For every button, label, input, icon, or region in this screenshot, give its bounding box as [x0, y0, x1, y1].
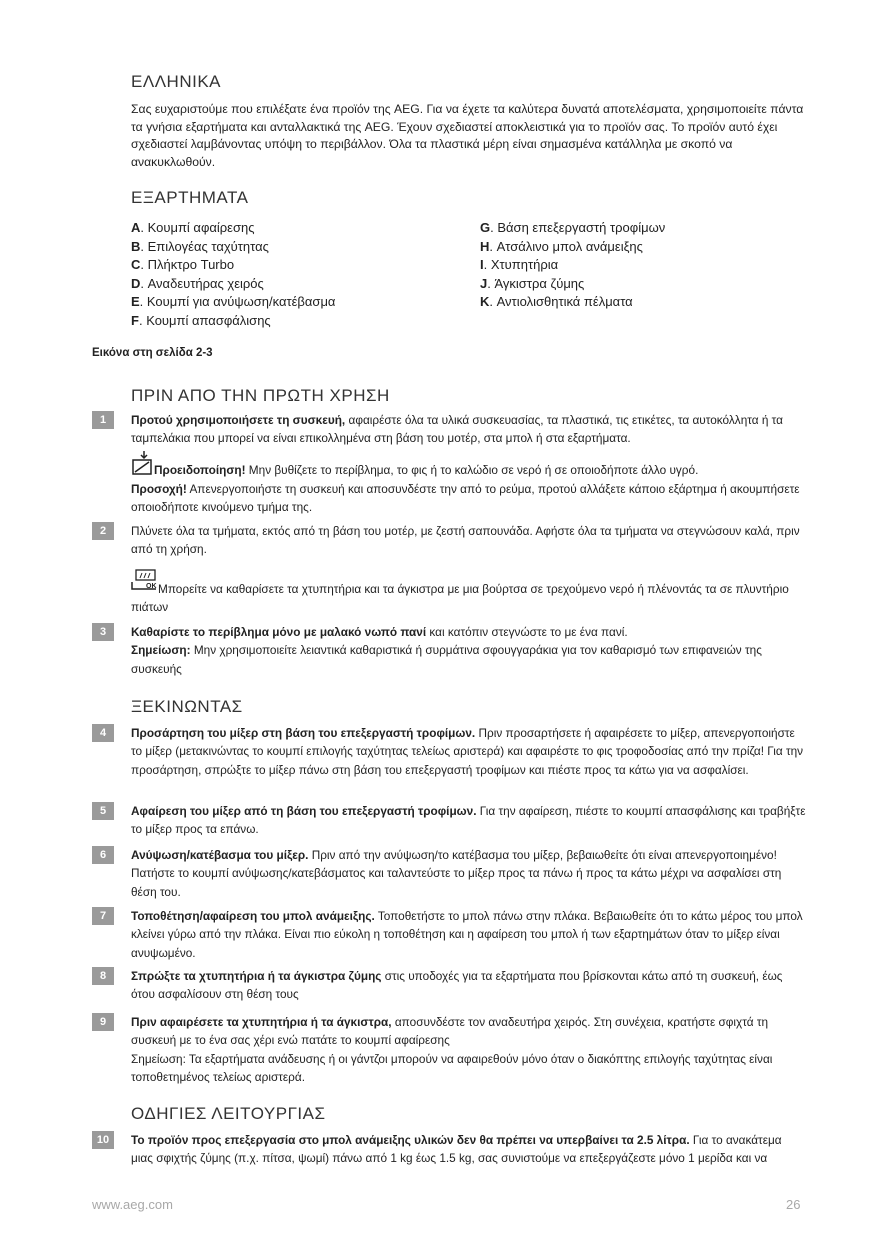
- step-number: 2: [92, 522, 114, 540]
- dishwasher-text: Μπορείτε να καθαρίσετε τα χτυπητήρια και τα άγκιστρα με μια βούρτσα σε τρεχούμενο νερό ή πλένοντάς τα σε πλυντήριο πιάτων: [131, 582, 789, 615]
- list-item: A. Κουμπί αφαίρεσης: [131, 220, 255, 235]
- list-item: C. Πλήκτρο Turbo: [131, 257, 235, 272]
- list-item: H. Ατσάλινο μπολ ανάμειξης: [480, 238, 643, 254]
- step-text: Προτού χρησιμοποιήσετε τη συσκευή, αφαιρέστε όλα τα υλικά συσκευασίας, τα πλαστικά, τις ετικέτες, τα αυτοκόλλητα ή τα ταμπελάκια που μπορεί να είναι επικολλημένα στη βάση του μοτέρ, στα μπολ ή στα εξαρτήματα.: [131, 413, 783, 446]
- caution-text: Προσοχή! Απενεργοποιήστε τη συσκευή και αποσυνδέστε την από το ρεύμα, προτού αλλάξετε κάποιο εξάρτημα ή ακουμπήσετε οποιοδήποτε κινούμενο τμήμα της.: [131, 482, 800, 515]
- step-text: Πριν αφαιρέσετε τα χτυπητήρια ή τα άγκιστρα, αποσυνδέστε τον αναδευτήρα χειρός. Στη συνέχεια, κρατήστε σφιχτά τη συσκευή με το ένα σας χέρι ενώ πατάτε το κουμπί αφαίρεσης Σημείωση: Τα εξαρτήματα ανάδευσης ή οι γάντζοι μπορούν να αφαιρεθούν μόνο όταν ο διακόπτης επιλογής ταχύτητας είναι τοποθετημένος τελείως αριστερά.: [131, 1015, 773, 1084]
- list-item: D. Αναδευτήρας χειρός: [131, 275, 264, 291]
- step-text: Αφαίρεση του μίξερ από τη βάση του επεξεργαστή τροφίμων. Για την αφαίρεση, πιέστε το κουμπί απασφάλισης και τραβήξτε το μίξερ προς τα επάνω.: [131, 804, 806, 837]
- intro-paragraph: Σας ευχαριστούμε που επιλέξατε ένα προϊόν της AEG. Για να έχετε τα καλύτερα δυνατά αποτελέσματα, χρησιμοποιείτε πάντα τα γνήσια εξαρτήματα και ανταλλακτικά της AEG. Έχουν σχεδιαστεί αποκλειστικά για το προϊόν σας. Το προϊόν αυτό έχει σχεδιαστεί λαμβάνοντας υπόψη το περιβάλλον. Όλα τα πλαστικά μέρη είναι σημασμένα κατάλληλα με σκοπό να ανακυκλωθούν.: [131, 102, 804, 169]
- heading-operating-instructions: ΟΔΗΓΙΕΣ ΛΕΙΤΟΥΡΓΙΑΣ: [131, 1104, 326, 1123]
- step-text: Προσάρτηση του μίξερ στη βάση του επεξεργαστή τροφίμων. Πριν προσαρτήσετε ή αφαιρέσετε το μίξερ, απενεργοποιήστε το μίξερ (μετακινώντας το κουμπί επιλογής ταχύτητας τελείως αριστερά) και αφαιρέστε το φις τροφοδοσίας από την πρίζα! Για την προσάρτηση, σπρώξτε το μίξερ πάνω στη βάση του επεξεργαστή τροφίμων και πιέστε προς τα κάτω για να ασφαλίσει.: [131, 726, 804, 777]
- warning-text: Προειδοποίηση! Μην βυθίζετε το περίβλημα, το φις ή το καλώδιο σε νερό ή σε οποιοδήποτε άλλο υγρό.: [154, 463, 699, 477]
- list-item: J. Άγκιστρα ζύμης: [480, 275, 585, 291]
- step-number: 5: [92, 802, 114, 820]
- heading-before-first-use: ΠΡΙΝ ΑΠΟ ΤΗΝ ΠΡΩΤΗ ΧΡΗΣΗ: [131, 386, 390, 405]
- step-number: 8: [92, 967, 114, 985]
- step-number: 7: [92, 907, 114, 925]
- step-text: Ανύψωση/κατέβασμα του μίξερ. Πριν από την ανύψωση/το κατέβασμα του μίξερ, βεβαιωθείτε ότι είναι απενεργοποιημένο! Πατήστε το κουμπί ανύψωσης/κατεβάσματος και ταλαντεύστε το μίξερ προς τα πάνω ή προς τα κάτω μέχρι να ασφαλίσει στη θέση του.: [131, 848, 782, 899]
- step-number: 10: [92, 1131, 114, 1149]
- step-text: Το προϊόν προς επεξεργασία στο μπολ ανάμειξης υλικών δεν θα πρέπει να υπερβαίνει τα 2.5 λίτρα. Για το ανακάτεμα μιας σφιχτής ζύμης (π.χ. πίτσα, ψωμί) πάνω από 1 kg έως 1.5 kg, σας συνιστούμε να επεξεργάζεστε μόνο 1 μερίδα και να: [131, 1133, 782, 1166]
- svg-text:OK: OK: [146, 583, 157, 590]
- list-item: G. Βάση επεξεργαστή τροφίμων: [480, 220, 666, 235]
- step-number: 9: [92, 1013, 114, 1031]
- accessory-list-right: [480, 219, 800, 312]
- step-text: Σπρώξτε τα χτυπητήρια ή τα άγκιστρα ζύμης στις υποδοχές για τα εξαρτήματα που βρίσκονται κάτω από τη συσκευή, έως ότου ασφαλίσουν στη θέση τους: [131, 969, 783, 1002]
- step-number: 1: [92, 411, 114, 429]
- warning-immerse-icon: [131, 450, 153, 476]
- step-number: 6: [92, 846, 114, 864]
- list-item: F. Κουμπί απασφάλισης: [131, 312, 271, 328]
- step-text: Τοποθέτηση/αφαίρεση του μπολ ανάμειξης. Τοποθετήστε το μπολ πάνω στην πλάκα. Βεβαιωθείτε ότι το κάτω μέρος του μπολ κλείνει γύρω από την πλάκα. Είναι πιο εύκολη η τοποθέτηση και η αφαίρεση του μπολ ή των εξαρτημάτων όταν το μίξερ είναι ανυψωμένο.: [131, 909, 803, 960]
- list-item: B. Επιλογέας ταχύτητας: [131, 238, 269, 254]
- heading-getting-started: ΞΕΚΙΝΩΝΤΑΣ: [131, 697, 243, 716]
- step-number: 4: [92, 724, 114, 742]
- step-text: Καθαρίστε το περίβλημα μόνο με μαλακό νωπό πανί και κατόπιν στεγνώστε το με ένα πανί. Σημείωση: Μην χρησιμοποιείτε λειαντικά καθαριστικά ή συρμάτινα σφουγγαράκια για τον καθαρισμό των επιφανειών της συσκευής: [131, 625, 762, 676]
- step-text: Πλύνετε όλα τα τμήματα, εκτός από τη βάση του μοτέρ, με ζεστή σαπουνάδα. Αφήστε όλα τα τμήματα να στεγνώσουν καλά, πριν από τη χρήση.: [131, 524, 800, 557]
- list-item: E. Κουμπί για ανύψωση/κατέβασμα: [131, 294, 336, 309]
- list-item: I. Χτυπητήρια: [480, 257, 559, 272]
- figure-reference: Εικόνα στη σελίδα 2-3: [92, 347, 213, 359]
- step-number: 3: [92, 623, 114, 641]
- heading-accessories: ΕΞΑΡΤΗΜΑΤΑ: [131, 188, 249, 207]
- footer-url: www.aeg.com: [92, 1197, 173, 1212]
- page-number: 26: [786, 1197, 801, 1212]
- list-item: K. Αντιολισθητικά πέλματα: [480, 294, 633, 309]
- heading-greek: ΕΛΛΗΝΙΚΑ: [131, 72, 222, 91]
- accessory-list-left: [131, 219, 461, 330]
